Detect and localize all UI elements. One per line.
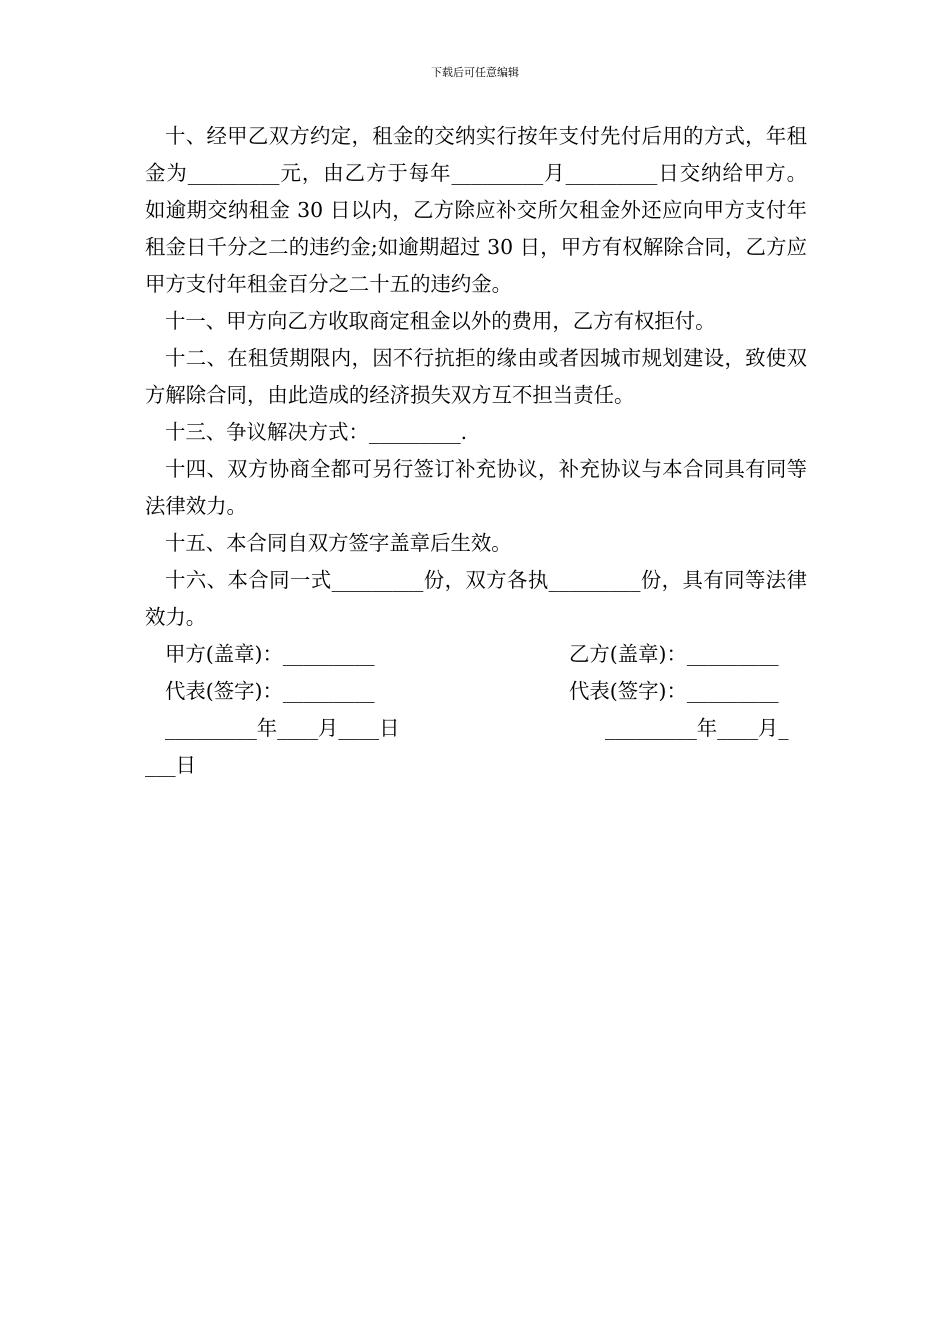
representative-row — [145, 673, 807, 710]
contract-body — [145, 118, 807, 784]
clause-16: 十六、本合同一式_________份，双方各执_________份，具有同等法律效力。 — [145, 568, 807, 629]
clause-15: 十五、本合同自双方签字盖章后生效。 — [165, 531, 512, 555]
seal-row — [145, 636, 807, 673]
party-a-date: _________年____月____日 — [165, 716, 400, 740]
clause-14: 十四、双方协商全都可另行签订补充协议，补充协议与本合同具有同等法律效力。 — [145, 457, 807, 518]
party-b-representative: 代表(签字)：_________ — [569, 679, 779, 703]
party-a-representative: 代表(签字)：_________ — [165, 679, 375, 703]
date-row — [145, 710, 807, 747]
party-b-date-tail: ___日 — [145, 753, 196, 777]
clause-10: 十、经甲乙双方约定，租金的交纳实行按年支付先付后用的方式，年租金为_________元，由乙方于每年_________月_________日交纳给甲方。如逾期交纳租金 30 日以内，乙方除应补交所欠租金外还应向甲方支付年租金日千分之二的违约金;如逾期超过 30 日，甲方有权解除合同，乙方应甲方支付年租金百分之二十五的违约金。 — [145, 124, 807, 296]
clause-11: 十一、甲方向乙方收取商定租金以外的费用，乙方有权拒付。 — [165, 309, 716, 333]
clause-12: 十二、在租赁期限内，因不行抗拒的缘由或者因城市规划建设，致使双方解除合同，由此造成的经济损失双方互不担当责任。 — [145, 346, 807, 407]
page-header: 下载后可任意编辑 — [431, 66, 519, 79]
party-b-date: _________年____月_ — [605, 716, 789, 740]
party-a-seal: 甲方(盖章)：_________ — [165, 642, 375, 666]
party-b-seal: 乙方(盖章)：_________ — [569, 642, 779, 666]
clause-13: 十三、争议解决方式：_________. — [165, 420, 468, 444]
